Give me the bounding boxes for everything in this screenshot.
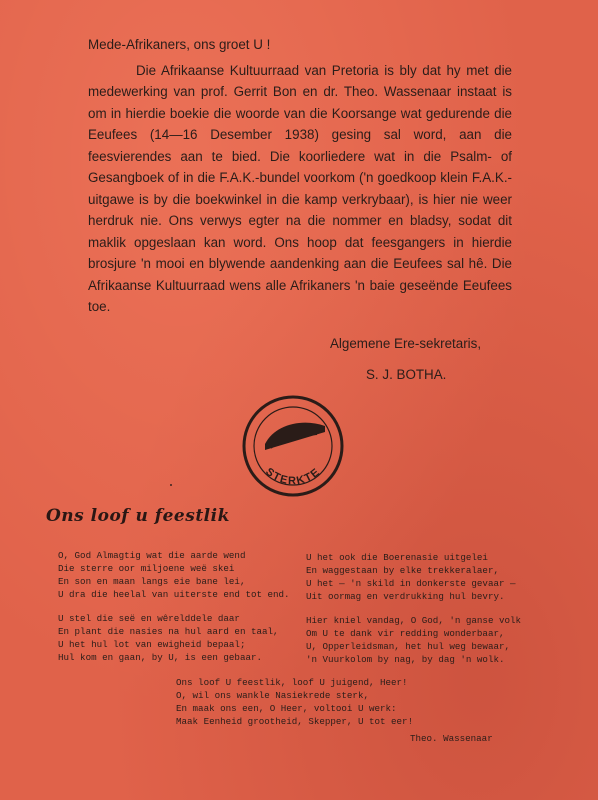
poem-line: En maak ons een, O Heer, voltooi U werk:	[176, 703, 397, 714]
poem-title: Ons loof u feestlik	[46, 506, 230, 526]
poem-line: Die sterre oor miljoene weë skei	[58, 563, 235, 574]
signature-name-row	[88, 367, 512, 382]
poem-line: En plant die nasies na hul aard en taal,	[58, 626, 279, 637]
poem-line: Maak Eenheid grootheid, Skepper, U tot eer!	[176, 716, 414, 727]
poem-line: U stel die seë en wêrelddele daar	[58, 613, 240, 624]
ink-dot	[170, 484, 172, 486]
poem-line: Om U te dank vir redding wonderbaar,	[306, 628, 505, 639]
poem-line: En son en maan langs eie bane lei,	[58, 576, 246, 587]
sterkte-emblem-icon	[241, 394, 345, 498]
poem-line: 'n Vuurkolom by nag, by dag 'n wolk.	[306, 654, 505, 665]
poem-line: O, God Almagtig wat die aarde wend	[58, 550, 246, 561]
poem-line: Uit oormag en verdrukking hul bevry.	[306, 591, 505, 602]
poem-line: Ons loof U feestlik, loof U juigend, Heer!	[176, 677, 408, 688]
emblem-text: STERKTE	[263, 465, 323, 488]
poem-line: En waggestaan by elke trekkeralaer,	[306, 565, 499, 576]
poem-line: Hul kom en gaan, by U, is een gebaar.	[58, 652, 262, 663]
poem-line: Hier kniel vandag, O God, 'n ganse volk	[306, 615, 522, 626]
signature-title-row	[88, 336, 512, 351]
signature-name: S. J. BOTHA.	[366, 367, 447, 382]
poem-line: U, Opperleidsman, het hul weg bewaar,	[306, 641, 510, 652]
poem-line: U het ook die Boerenasie uitgelei	[306, 552, 488, 563]
poem-line: O, wil ons wankle Nasiekrede sterk,	[176, 690, 369, 701]
poem-line: U het hul lot van ewigheid bepaal;	[58, 639, 246, 650]
svg-text:STERKTE	[263, 466, 323, 488]
poem-line: U het — 'n skild in donkerste gevaar —	[306, 578, 516, 589]
poem-line: U dra die heelal van uiterste end tot end.	[58, 589, 290, 600]
letter-body: Die Afrikaanse Kultuurraad van Pretoria is bly dat hy met die medewerking van prof. Gerrit Bon en dr. Theo. Wassenaar instaat is om in hierdie boekie die woorde van die Koorsange wat gedurende die Eeufees (14—16 Desember 1938) gesing sal word, aan die feesvierendes aan te bied. Die koorliedere wat in die Psalm- of Gesangboek of in die F.A.K.-bundel voorkom ('n goedkoop klein F.A.K.-uitgawe is by die boekwinkel in die kamp verkrybaar), is hier nie weer herdruk nie. Ons verwys egter na die nommer en bladsy, sodat dit maklik opgeslaan kan word. Ons hoop dat feesgangers in hierdie brosjure 'n mooi en blywende aandenking aan die Eeufees sal hê. Die Afrikaanse Kultuurraad wens alle Afrikaners 'n baie geseënde Eeufees toe.	[88, 62, 512, 314]
letter-greeting: Mede-Afrikaners, ons groet U !	[88, 37, 271, 52]
letter-block	[88, 34, 512, 318]
signature-title: Algemene Ere-sekretaris,	[330, 336, 482, 351]
poem-author: Theo. Wassenaar	[410, 733, 493, 744]
